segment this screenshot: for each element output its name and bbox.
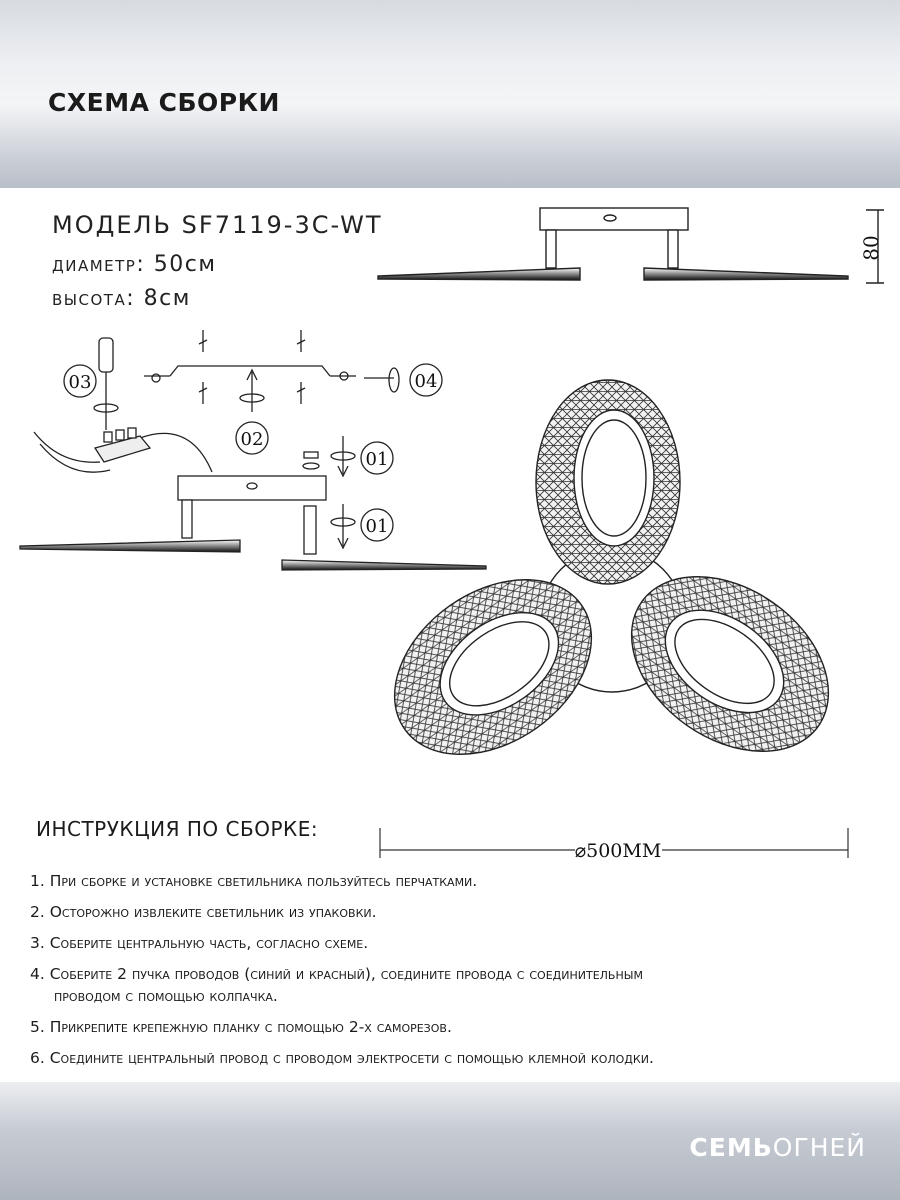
- model-value: SF7119-3C-WT: [181, 211, 383, 239]
- diameter-dimension: ⌀500MM: [574, 840, 662, 862]
- list-item: 2. Осторожно извлеките светильник из упаковки.: [30, 903, 377, 921]
- height-value: 8см: [143, 286, 191, 311]
- top-view: [362, 380, 862, 790]
- list-item: 6. Соедините центральный провод с проводом электросети с помощью клемной колодки.: [30, 1049, 654, 1067]
- diameter-label: диаметр:: [52, 252, 146, 277]
- diameter-value: 50см: [153, 252, 217, 277]
- height-dimension: 80: [859, 235, 883, 261]
- screwdriver-icon: [99, 338, 113, 372]
- model-label: МОДЕЛЬ: [52, 211, 173, 239]
- list-item: 3. Соберите центральную часть, согласно схеме.: [30, 934, 369, 952]
- list-item: 4. Соберите 2 пучка проводов (синий и красный), соедините провода с соединительным проводом с помощью колпачка.: [30, 965, 643, 1005]
- list-item: 1. При сборке и установке светильника пользуйтесь перчатками.: [30, 872, 478, 890]
- step-01-label-upper: 01: [365, 449, 389, 470]
- instruction-list: [30, 870, 890, 1078]
- step-01-label-lower: 01: [365, 516, 389, 537]
- height-label: высота:: [52, 286, 136, 311]
- side-view: [378, 208, 884, 283]
- page-title: СХЕМА СБОРКИ: [48, 88, 280, 117]
- step-04-label: 04: [414, 371, 438, 392]
- step-02-label: 02: [240, 429, 264, 450]
- list-item: 5. Прикрепите крепежную планку с помощью 2-х саморезов.: [30, 1018, 452, 1036]
- step-03-label: 03: [68, 372, 92, 393]
- brand-logo: СЕМЬОГНЕЙ: [689, 1133, 866, 1162]
- instructions-title: ИНСТРУКЦИЯ ПО СБОРКЕ:: [36, 817, 319, 841]
